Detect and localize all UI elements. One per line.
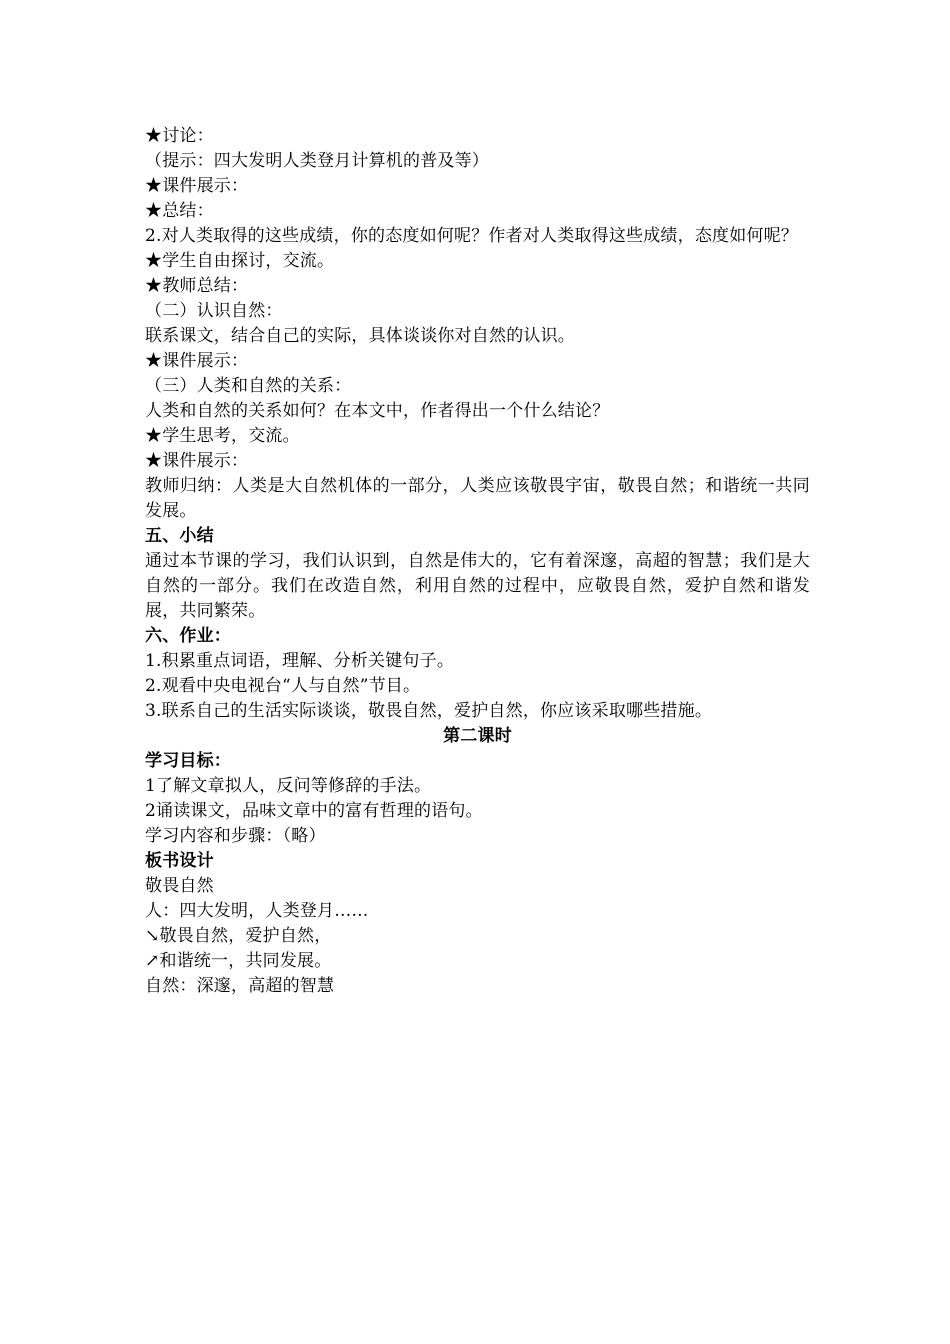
homework-item-3: 3.联系自己的生活实际谈谈，敬畏自然，爱护自然，你应该采取哪些措施。 bbox=[145, 701, 713, 721]
teacher-conclusion: 教师归纳：人类是大自然机体的一部分，人类应该敬畏宇宙，敬畏自然；和谐统一共同发展。 bbox=[145, 476, 810, 521]
board-arrow-down-line: ↘敬畏自然，爱护自然， bbox=[145, 926, 332, 946]
board-title: 敬畏自然 bbox=[145, 876, 214, 896]
relation-question: 人类和自然的关系如何？在本文中，作者得出一个什么结论？ bbox=[145, 401, 610, 421]
section-five-text: 通过本节课的学习，我们认识到，自然是伟大的，它有着深邃，高超的智慧；我们是大自然的一部分。我们在改造自然，利用自然的过程中，应敬畏自然，爱护自然和谐发展，共同繁荣。 bbox=[145, 551, 810, 621]
board-arrow-up-line: ↗和谐统一，共同发展。 bbox=[145, 951, 332, 971]
learning-goal-1: 1了解文章拟人，反问等修辞的手法。 bbox=[145, 776, 432, 796]
student-thinking: ★学生思考，交流。 bbox=[145, 426, 300, 446]
courseware-display-3: ★课件展示： bbox=[145, 451, 249, 471]
learning-steps: 学习内容和步骤：（略） bbox=[145, 826, 326, 846]
section-know-nature: （二）认识自然： bbox=[145, 301, 283, 321]
discussion-hint: （提示：四大发明人类登月计算机的普及等） bbox=[145, 151, 489, 171]
courseware-display-2: ★课件展示： bbox=[145, 351, 249, 371]
board-nature-line: 自然：深邃，高超的智慧 bbox=[145, 976, 335, 996]
summary-heading: ★总结： bbox=[145, 201, 214, 221]
learning-goal-2: 2诵读课文，品味文章中的富有哲理的语句。 bbox=[145, 801, 483, 821]
section-six-heading: 六、作业： bbox=[145, 626, 231, 646]
board-design-heading: 板书设计 bbox=[145, 851, 214, 871]
discussion-heading: ★讨论： bbox=[145, 126, 214, 146]
question-2: 2.对人类取得的这些成绩，你的态度如何呢？作者对人类取得这些成绩，态度如何呢？ bbox=[145, 226, 799, 246]
document-body bbox=[145, 124, 810, 999]
homework-item-2: 2.观看中央电视台“人与自然”节目。 bbox=[145, 676, 421, 696]
learning-goals-heading: 学习目标： bbox=[145, 751, 231, 771]
section-five-heading: 五、小结 bbox=[145, 526, 214, 546]
student-discussion: ★学生自由探讨，交流。 bbox=[145, 251, 335, 271]
teacher-summary: ★教师总结： bbox=[145, 276, 249, 296]
board-human-line: 人：四大发明，人类登月…… bbox=[145, 901, 369, 921]
second-lesson-title: 第二课时 bbox=[443, 726, 512, 746]
section-human-nature-relation: （三）人类和自然的关系： bbox=[145, 376, 352, 396]
know-nature-prompt: 联系课文，结合自己的实际，具体谈谈你对自然的认识。 bbox=[145, 326, 575, 346]
homework-item-1: 1.积累重点词语，理解、分析关键句子。 bbox=[145, 651, 455, 671]
courseware-display-1: ★课件展示： bbox=[145, 176, 249, 196]
